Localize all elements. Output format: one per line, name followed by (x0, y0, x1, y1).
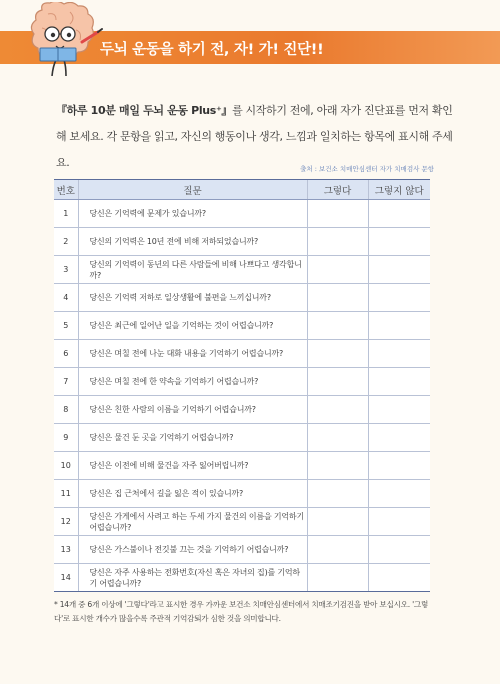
no-checkbox-cell[interactable] (368, 396, 430, 424)
row-question: 당신은 기억력에 문제가 있습니까? (78, 200, 307, 228)
yes-checkbox-cell[interactable] (307, 284, 368, 312)
yes-checkbox-cell[interactable] (307, 368, 368, 396)
row-question: 당신은 며칠 전에 나눈 대화 내용을 기억하기 어렵습니까? (78, 340, 307, 368)
row-question: 당신은 최근에 일어난 일을 기억하는 것이 어렵습니까? (78, 312, 307, 340)
row-question: 당신은 가게에서 사려고 하는 두세 가지 물건의 이름을 기억하기 어렵습니까? (78, 508, 307, 536)
table-row (54, 368, 430, 396)
table-header-row (54, 180, 430, 200)
row-question: 당신은 물건 둔 곳을 기억하기 어렵습니까? (78, 424, 307, 452)
row-number: 13 (54, 536, 78, 564)
header-no: 그렇지 않다 (368, 180, 430, 200)
table-row (54, 508, 430, 536)
row-question: 당신은 집 근처에서 길을 잃은 적이 있습니까? (78, 480, 307, 508)
yes-checkbox-cell[interactable] (307, 424, 368, 452)
table-row (54, 340, 430, 368)
intro-text: 를 시작하기 전에, 아래 자가 진단표를 먼저 확인해 보세요. 각 문항을 읽고, 자신의 행동이나 생각, 느낌과 일치하는 항목에 표시해 주세요. (56, 104, 453, 169)
yes-checkbox-cell[interactable] (307, 564, 368, 592)
table-row (54, 480, 430, 508)
no-checkbox-cell[interactable] (368, 564, 430, 592)
row-question: 당신은 가스불이나 전깃불 끄는 것을 기억하기 어렵습니까? (78, 536, 307, 564)
row-number: 14 (54, 564, 78, 592)
no-checkbox-cell[interactable] (368, 340, 430, 368)
row-question: 당신은 기억력 저하로 일상생활에 불편을 느끼십니까? (78, 284, 307, 312)
yes-checkbox-cell[interactable] (307, 480, 368, 508)
table-row (54, 200, 430, 228)
row-question: 당신의 기억력이 동년의 다른 사람들에 비해 나쁘다고 생각합니까? (78, 256, 307, 284)
no-checkbox-cell[interactable] (368, 536, 430, 564)
book-title: 『하루 10분 매일 두뇌 운동 Plus⁺』 (56, 104, 233, 117)
row-question: 당신의 기억력은 10년 전에 비해 저하되었습니까? (78, 228, 307, 256)
row-number: 8 (54, 396, 78, 424)
row-number: 9 (54, 424, 78, 452)
row-question: 당신은 이전에 비해 물건을 자주 잃어버립니까? (78, 452, 307, 480)
row-number: 6 (54, 340, 78, 368)
yes-checkbox-cell[interactable] (307, 200, 368, 228)
yes-checkbox-cell[interactable] (307, 340, 368, 368)
row-number: 1 (54, 200, 78, 228)
row-question: 당신은 며칠 전에 한 약속을 기억하기 어렵습니까? (78, 368, 307, 396)
row-number: 3 (54, 256, 78, 284)
table-row (54, 284, 430, 312)
row-number: 5 (54, 312, 78, 340)
no-checkbox-cell[interactable] (368, 312, 430, 340)
header-yes: 그렇다 (307, 180, 368, 200)
table-row (54, 228, 430, 256)
no-checkbox-cell[interactable] (368, 200, 430, 228)
brain-mascot-icon (26, 2, 106, 76)
no-checkbox-cell[interactable] (368, 284, 430, 312)
yes-checkbox-cell[interactable] (307, 228, 368, 256)
table-row (54, 396, 430, 424)
page-title: 두뇌 운동을 하기 전, 자! 가! 진단!! (100, 42, 324, 58)
row-number: 4 (54, 284, 78, 312)
table-row (54, 564, 430, 592)
header-number: 번호 (54, 180, 78, 200)
table-row (54, 424, 430, 452)
no-checkbox-cell[interactable] (368, 452, 430, 480)
yes-checkbox-cell[interactable] (307, 536, 368, 564)
table-row (54, 452, 430, 480)
self-check-table (54, 179, 430, 592)
header-question: 질문 (78, 180, 307, 200)
source-citation: 출처 : 보건소 치매안심센터 자가 치매검사 문항 (300, 165, 434, 173)
table-row (54, 536, 430, 564)
no-checkbox-cell[interactable] (368, 368, 430, 396)
footnote: * 14개 중 6개 이상에 '그렇다'라고 표시한 경우 가까운 보건소 치매안심센터에서 치매조기검진을 받아 보십시오. '그렇다'로 표시한 개수가 많을수록 주관적 기억감퇴가 심한 것을 의미합니다. (54, 600, 429, 623)
yes-checkbox-cell[interactable] (307, 256, 368, 284)
row-number: 2 (54, 228, 78, 256)
table-row (54, 256, 430, 284)
row-question: 당신은 친한 사람의 이름을 기억하기 어렵습니까? (78, 396, 307, 424)
no-checkbox-cell[interactable] (368, 228, 430, 256)
yes-checkbox-cell[interactable] (307, 508, 368, 536)
yes-checkbox-cell[interactable] (307, 312, 368, 340)
table-row (54, 312, 430, 340)
row-number: 11 (54, 480, 78, 508)
no-checkbox-cell[interactable] (368, 424, 430, 452)
no-checkbox-cell[interactable] (368, 256, 430, 284)
no-checkbox-cell[interactable] (368, 508, 430, 536)
yes-checkbox-cell[interactable] (307, 452, 368, 480)
row-number: 12 (54, 508, 78, 536)
no-checkbox-cell[interactable] (368, 480, 430, 508)
row-question: 당신은 자주 사용하는 전화번호(자신 혹은 자녀의 집)를 기억하기 어렵습니까? (78, 564, 307, 592)
yes-checkbox-cell[interactable] (307, 396, 368, 424)
row-number: 10 (54, 452, 78, 480)
row-number: 7 (54, 368, 78, 396)
